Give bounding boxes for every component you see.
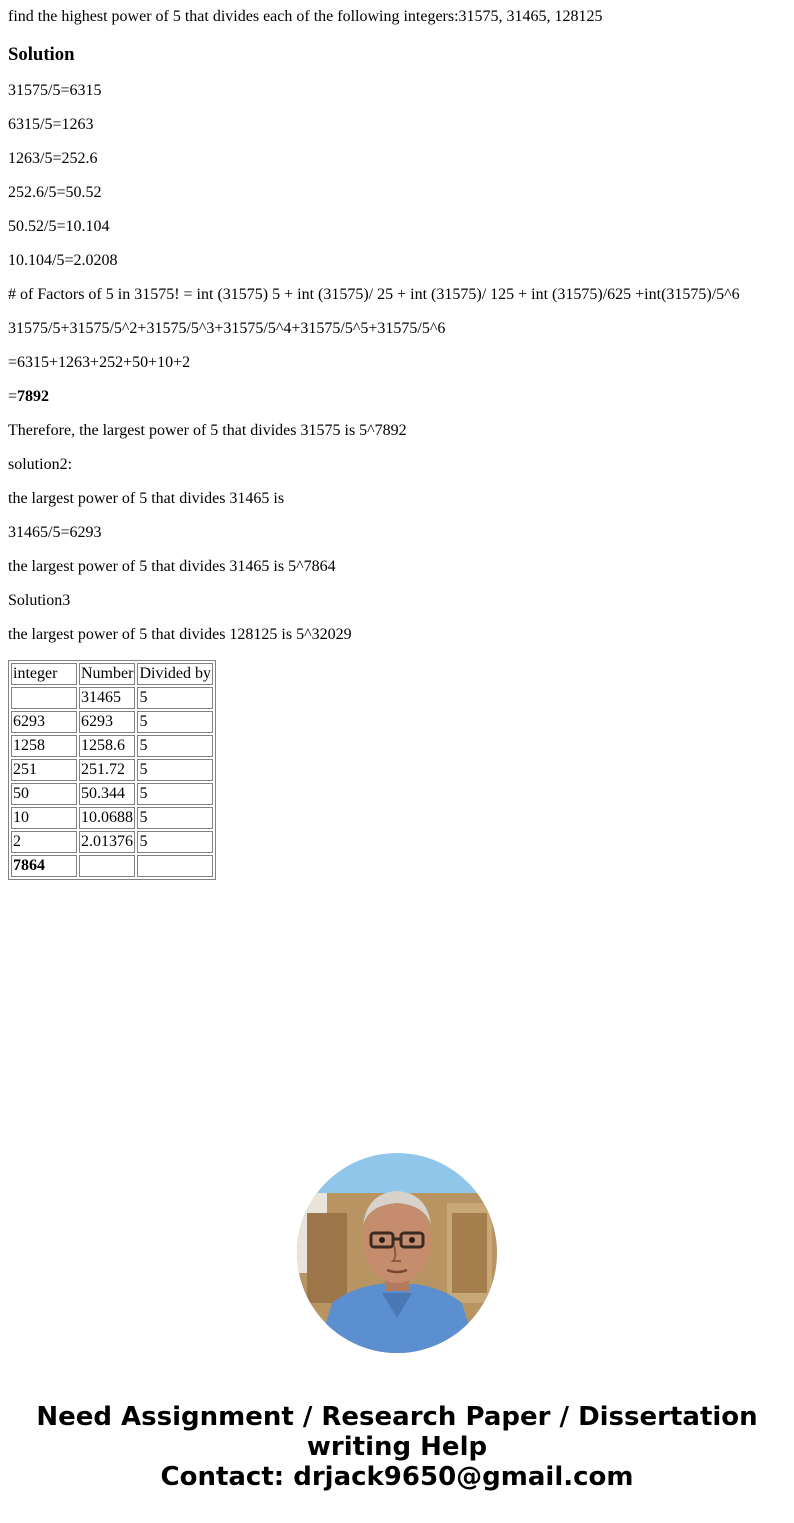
solution2-label: solution2:: [8, 456, 73, 473]
table-cell: 5: [137, 687, 213, 709]
table-cell: 1258: [11, 735, 77, 757]
solution-heading: Solution: [8, 44, 75, 65]
table-row: [11, 783, 213, 805]
table-cell: 50: [11, 783, 77, 805]
promo-line: Need Assignment / Research Paper / Dissertation: [36, 1402, 758, 1432]
table-row: [11, 831, 213, 853]
table-cell: 10.0688: [79, 807, 135, 829]
conclusion-line: the largest power of 5 that divides 31465 is 5^7864: [8, 558, 336, 575]
table-header-cell: integer: [11, 663, 77, 685]
result-line: [8, 388, 786, 406]
table-cell: 251: [11, 759, 77, 781]
conclusion-line: Therefore, the largest power of 5 that divides 31575 is 5^7892: [8, 422, 407, 439]
sum-line: =6315+1263+252+50+10+2: [8, 354, 191, 371]
table-cell: [79, 855, 135, 877]
author-portrait-image: [297, 1153, 497, 1353]
table-cell: 31465: [79, 687, 135, 709]
table-cell: 5: [137, 735, 213, 757]
promo-line: writing Help: [306, 1432, 488, 1462]
table-cell: 251.72: [79, 759, 135, 781]
result-prefix: =: [8, 388, 18, 405]
division-table: [8, 660, 216, 880]
step-line: 1263/5=252.6: [8, 150, 98, 167]
table-cell: 50.344: [79, 783, 135, 805]
table-cell: 5: [137, 711, 213, 733]
step-line: 50.52/5=10.104: [8, 218, 110, 235]
solution3-label: Solution3: [8, 592, 71, 609]
table-row: [11, 759, 213, 781]
table-cell: 5: [137, 831, 213, 853]
table-cell: [137, 855, 213, 877]
author-avatar: [297, 1153, 497, 1353]
contact-email: Contact: drjack9650@gmail.com: [160, 1462, 634, 1492]
table-total-row: [11, 855, 213, 877]
table-cell: 1258.6: [79, 735, 135, 757]
step-line: 31465/5=6293: [8, 524, 102, 541]
conclusion-line: the largest power of 5 that divides 128125 is 5^32029: [8, 626, 352, 643]
question-text: find the highest power of 5 that divides each of the following integers:31575, 31465, 128125: [8, 8, 603, 25]
table-row: [11, 735, 213, 757]
table-cell: 6293: [11, 711, 77, 733]
table-cell: [11, 687, 77, 709]
promo-banner: [0, 1402, 794, 1492]
table-cell: 6293: [79, 711, 135, 733]
table-cell: 5: [137, 807, 213, 829]
table-header-cell: Number: [79, 663, 135, 685]
table-row: [11, 687, 213, 709]
formula-line: # of Factors of 5 in 31575! = int (31575) 5 + int (31575)/ 25 + int (31575)/ 125 + int (31575)/625 +int(31575)/5^6: [8, 286, 740, 303]
step-line: 10.104/5=2.0208: [8, 252, 118, 269]
table-cell: 5: [137, 783, 213, 805]
formula-line: 31575/5+31575/5^2+31575/5^3+31575/5^4+31575/5^5+31575/5^6: [8, 320, 446, 337]
table-cell: 5: [137, 759, 213, 781]
table-cell: 2: [11, 831, 77, 853]
table-header-row: [11, 663, 213, 685]
table-row: [11, 807, 213, 829]
step-line: 31575/5=6315: [8, 82, 102, 99]
table-header-cell: Divided by: [137, 663, 213, 685]
table-cell: 2.01376: [79, 831, 135, 853]
step-line: 252.6/5=50.52: [8, 184, 102, 201]
table-row: [11, 711, 213, 733]
step-line: 6315/5=1263: [8, 116, 94, 133]
page-content: [8, 0, 786, 880]
table-total-cell: 7864: [11, 855, 77, 877]
text-line: the largest power of 5 that divides 31465 is: [8, 490, 285, 507]
result-value: 7892: [17, 388, 50, 405]
table-cell: 10: [11, 807, 77, 829]
